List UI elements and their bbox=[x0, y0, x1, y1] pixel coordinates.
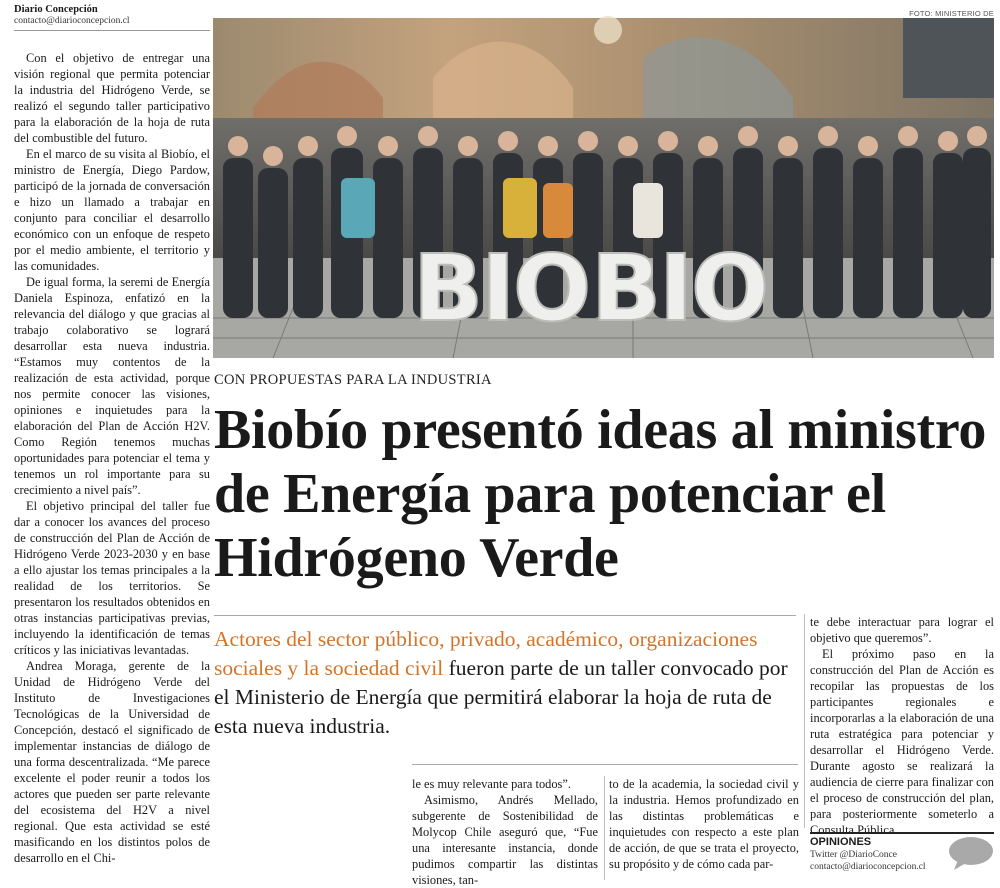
sign-letter: O bbox=[691, 235, 770, 342]
opinions-box bbox=[810, 836, 950, 873]
lead-bottom-divider bbox=[412, 764, 798, 765]
lead-highlight: Actores del sector público, privado, académico, organizaciones sociales y la sociedad civil bbox=[214, 627, 758, 680]
lead-top-divider bbox=[214, 615, 796, 616]
article-lead bbox=[214, 625, 798, 741]
group-photo bbox=[213, 18, 994, 358]
headline-part: Biobío presentó bbox=[214, 399, 598, 461]
sign-letter: I bbox=[659, 235, 694, 342]
sign-letter: O bbox=[513, 235, 592, 342]
paragraph: Asimismo, Andrés Mellado, subgerente de Sostenibilidad de Molycop Chile aseguró que, “Fue una interesante instancia, donde pudimos compartir las distintas visiones, tan- bbox=[412, 793, 598, 887]
sign-letter: B bbox=[591, 235, 662, 342]
paragraph: De igual forma, la seremi de Energía Daniela Espinoza, enfatizó en la relevancia del diálogo y que gracias al trabajo colaborativo se logrará desarrollar esta nueva industria. “Estamos muy contentos de la realización de esta actividad, porque nos permite conocer las visiones, opiniones e inquietudes para la elaboración del Plan de Acción H2V. Como Región tenemos muchas oportunidades para potenciar el tema y tenemos un rol importante para su crecimiento a nivel país”. bbox=[14, 275, 210, 497]
masthead-divider bbox=[14, 30, 210, 31]
biobio-sign bbox=[413, 235, 769, 342]
headline-part: para potenciar el Hidrógeno Verde bbox=[214, 463, 886, 589]
column-divider bbox=[604, 776, 605, 880]
publication-name: Diario Concepción bbox=[14, 4, 98, 15]
paragraph: Con el objetivo de entregar una visión regional que permita potenciar la industria del Hidrógeno Verde, se realizó el segundo taller participativo para la elaboración de la hoja de ruta del combustible del futuro. bbox=[14, 51, 210, 145]
headline-bold: ideas al ministro de Energía bbox=[214, 399, 987, 525]
publication-email: contacto@diarioconcepcion.cl bbox=[14, 16, 130, 26]
column-divider bbox=[804, 614, 805, 828]
opinions-title: OPINIONES bbox=[810, 836, 872, 848]
article-kicker: CON PROPUESTAS PARA LA INDUSTRIA bbox=[214, 372, 492, 388]
paragraph: te debe interactuar para lograr el objetivo que queremos”. bbox=[810, 615, 994, 645]
article-column-3 bbox=[609, 776, 799, 880]
sign-letter: I bbox=[481, 235, 516, 342]
article-headline bbox=[214, 398, 994, 590]
opinions-divider bbox=[810, 832, 994, 834]
paragraph: Andrea Moraga, gerente de la Unidad de Hidrógeno Verde del Instituto de Investigaciones Tecnológicas de la Universidad de Concepción, destacó el significado de implementar instancias de diálogo de una forma descentralizada. “Me parece excelente el poder reunir a todos los actores que pueden ser parte relevante del ecosistema del H2V a nivel regional. Que esta actividad se esté masificando en los distintos polos de desarrollo en el Chi- bbox=[14, 659, 210, 865]
paragraph: le es muy relevante para todos”. bbox=[412, 777, 571, 791]
photo-credit: FOTO: MINISTERIO DE bbox=[909, 9, 994, 18]
masthead bbox=[14, 4, 210, 27]
paragraph: En el marco de su visita al Biobío, el ministro de Energía, Diego Pardow, participó de la jornada de conversación e hizo un llamado a trabajar en conjunto para conciliar el desarrollo económico con un enfoque de respeto por el medio ambiente, el territorio y las comunidades. bbox=[14, 147, 210, 273]
sign-letter: B bbox=[413, 235, 484, 342]
article-column-4 bbox=[810, 614, 994, 837]
article-column-1 bbox=[14, 50, 210, 878]
opinions-email: contacto@diarioconcepcion.cl bbox=[810, 862, 926, 872]
opinions-twitter: Twitter @DiarioConce bbox=[810, 850, 897, 860]
lead-text: fueron parte de un taller convocado por el Ministerio de Energía que permitirá elaborar la hoja de ruta de esta nueva industria. bbox=[214, 656, 788, 738]
paragraph: El próximo paso en la construcción del Plan de Acción es recopilar las propuestas de los participantes regionales e incorporarlas a la elaboración de una ruta estratégica para potenciar y desarrollar el Hidrógeno Verde. Durante agosto se realizará la audiencia de cierre para finalizar con el proceso de construcción del plan, para posteriormente someterlo a Consulta Pública. bbox=[810, 647, 994, 837]
paragraph: El objetivo principal del taller fue dar a conocer los avances del proceso de construcción del Plan de Acción de Hidrógeno Verde 2023-2030 y en base a ello ajustar los temas principales a la realidad de los territorios. Se presentaron los resultados obtenidos en otras instancias participativas previas, incluyendo la identificación de temas críticos y las iniciativas levantadas. bbox=[14, 499, 210, 657]
article-column-2 bbox=[412, 776, 598, 887]
group-photo-illustration bbox=[213, 18, 994, 358]
speech-bubble-icon bbox=[948, 836, 994, 872]
paragraph: to de la academia, la sociedad civil y la industria. Hemos profundizado en las distintas problemáticas e inquietudes con respecto a este plan de acción, de que se trata el proyecto, su propósito y de cómo cada par- bbox=[609, 777, 799, 871]
